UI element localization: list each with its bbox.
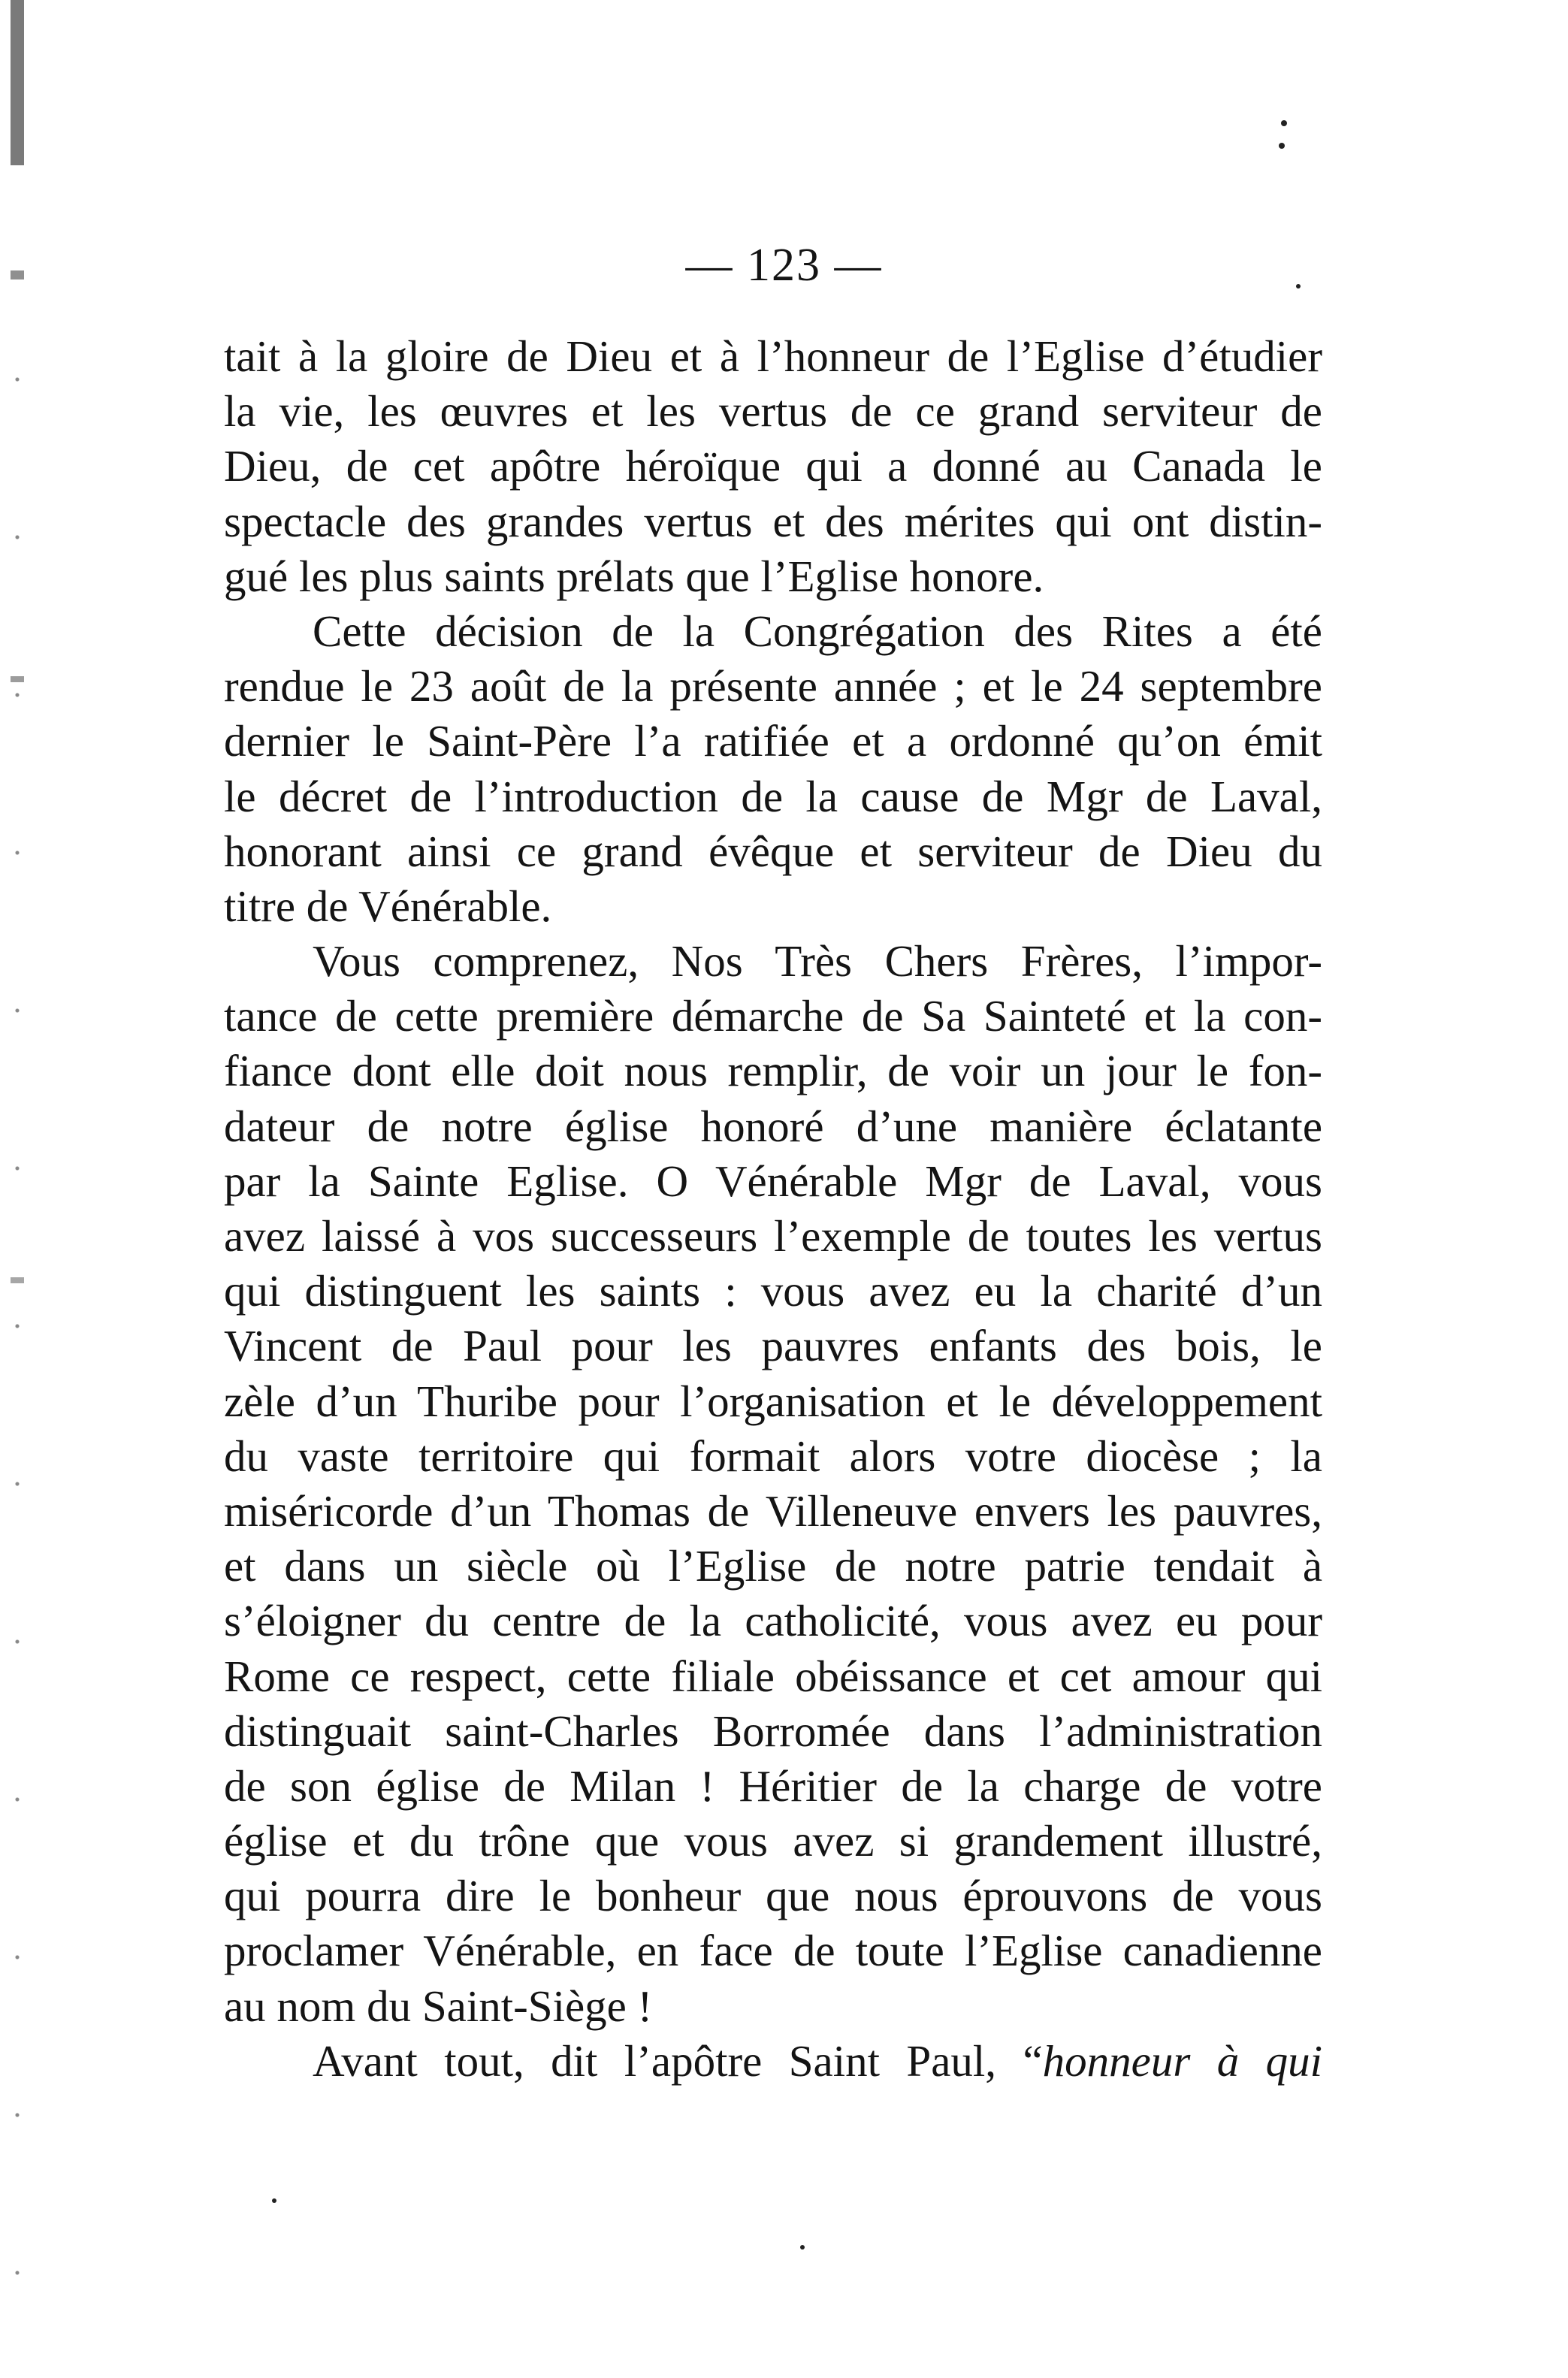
text-line: proclamer Vénérable, en face de toute l’Eglise canadienne <box>224 1926 1322 1976</box>
text-line-final <box>224 2034 1322 2089</box>
text-line: distinguait saint-Charles Borromée dans l’administration <box>224 1706 1322 1756</box>
text-line: tance de cette première démarche de Sa Sainteté et la con- <box>224 991 1322 1041</box>
text-line: de son église de Milan ! Héritier de la charge de votre <box>224 1760 1322 1811</box>
text-line: rendue le 23 août de la présente année ; et le 24 septembre <box>224 661 1322 712</box>
ink-speck <box>800 2245 805 2250</box>
text-line: le décret de l’introduction de la cause de Mgr de Laval, <box>224 771 1322 821</box>
text-line: Cette décision de la Congrégation des Rites a été <box>313 606 1322 656</box>
text-line: tait à la gloire de Dieu et à l’honneur de l’Eglise d’étudier <box>224 331 1322 381</box>
text-line: qui pourra dire le bonheur que nous éprouvons de vous <box>224 1871 1322 1921</box>
text-line: au nom du Saint-Siège ! <box>224 1981 653 2031</box>
text-line: Vincent de Paul pour les pauvres enfants des bois, le <box>224 1321 1322 1371</box>
text-line: la vie, les œuvres et les vertus de ce grand serviteur de <box>224 386 1322 437</box>
text-line: Rome ce respect, cette filiale obéissance et cet amour qui <box>224 1651 1322 1701</box>
text-line: et dans un siècle où l’Eglise de notre patrie tendait à <box>224 1541 1322 1591</box>
ink-speck <box>1279 143 1285 149</box>
text-line: honorant ainsi ce grand évêque et serviteur de Dieu du <box>224 826 1322 876</box>
text-line: qui distinguent les saints : vous avez eu la charité d’un <box>224 1266 1322 1316</box>
text-line: Vous comprenez, Nos Très Chers Frères, l’impor- <box>313 936 1322 987</box>
text-line: du vaste territoire qui formait alors votre diocèse ; la <box>224 1431 1322 1481</box>
text-line: avez laissé à vos successeurs l’exemple de toutes les vertus <box>224 1211 1322 1261</box>
body-text <box>224 329 1322 2089</box>
text-line: par la Sainte Eglise. O Vénérable Mgr de Laval, vous <box>224 1156 1322 1206</box>
text-line: s’éloigner du centre de la catholicité, vous avez eu pour <box>224 1596 1322 1646</box>
page-number: — 123 — <box>685 240 883 291</box>
final-line-text: Avant tout, dit l’apôtre Saint Paul, “ <box>313 2035 1043 2086</box>
text-line: zèle d’un Thuribe pour l’organisation et le développement <box>224 1376 1322 1426</box>
ink-speck <box>1281 120 1287 126</box>
ink-speck <box>272 2198 276 2203</box>
text-line: gué les plus saints prélats que l’Eglise honore. <box>224 551 1044 601</box>
text-line: Dieu, de cet apôtre héroïque qui a donné au Canada le <box>224 441 1322 491</box>
text-line: église et du trône que vous avez si grandement illustré, <box>224 1816 1322 1866</box>
text-line: spectacle des grandes vertus et des mérites qui ont distin- <box>224 496 1322 546</box>
final-line-italic: honneur à qui <box>1042 2035 1322 2086</box>
text-line: dateur de notre église honoré d’une manière éclatante <box>224 1101 1322 1151</box>
text-line: fiance dont elle doit nous remplir, de voir un jour le fon- <box>224 1046 1322 1096</box>
text-line: dernier le Saint-Père l’a ratifiée et a ordonné qu’on émit <box>224 716 1322 766</box>
text-line: titre de Vénérable. <box>224 881 552 931</box>
page-edge-specks <box>15 301 20 2329</box>
text-line: miséricorde d’un Thomas de Villeneuve envers les pauvres, <box>224 1485 1322 1536</box>
